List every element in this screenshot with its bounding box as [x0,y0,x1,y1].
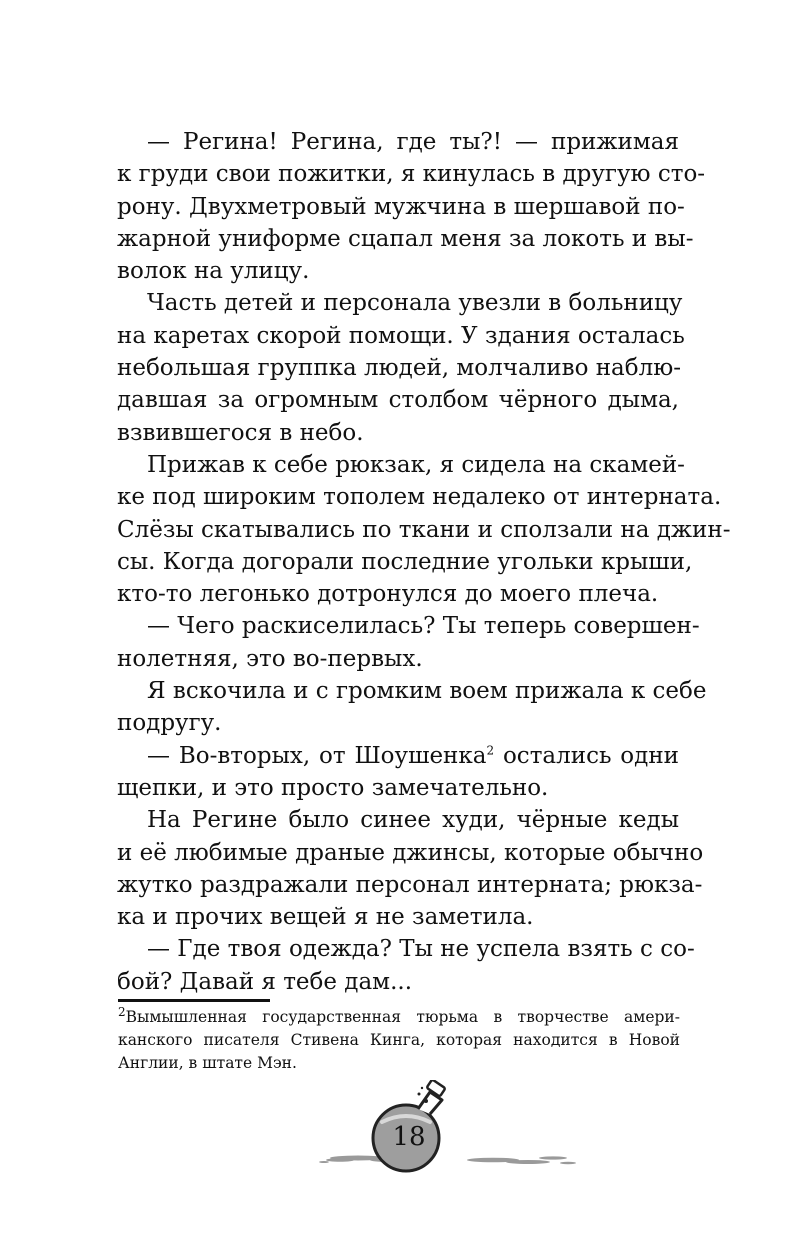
text-line: рону. Двухметровый мужчина в шершавой по- [117,193,685,220]
text-line: небольшая группка людей, молчаливо наблю- [117,355,682,382]
text-line: Я вскочила и с громким воем прижала к себе [147,678,707,705]
text-line: На Регине было синее худи, чёрные кеды [147,807,679,834]
text-line: жарной униформе сцапал меня за локоть и вы- [117,225,694,252]
footnote-marker: 2 [118,1004,126,1019]
footnote-divider [118,999,270,1002]
text-line: подругу. [117,710,222,737]
paragraph [117,675,707,740]
paragraph [117,804,704,933]
text-line: — Чего раскиселилась? Ты теперь совершен- [147,613,700,640]
page-number: 18 [392,1122,426,1152]
text-line: к груди свои пожитки, я кинулась в другую сто- [117,161,706,188]
text-line: — Регина! Регина, где ты?! — прижимая [147,129,679,155]
text-line: Слёзы скатывались по ткани и сползали на джин- [117,516,731,543]
text-line [147,740,679,772]
main-text [117,126,731,998]
flask-emblem [318,1080,578,1180]
text-line: бой? Давай я тебе дам... [117,968,413,995]
text-line: на каретах скорой помощи. У здания осталась [117,322,685,349]
footnote-reference: 2 [486,742,495,757]
text-line: ка и прочих вещей я не заметила. [117,904,534,931]
paragraph [117,449,731,610]
footnote-line: канского писателя Стивена Кинга, которая находится в Новой [118,1031,680,1049]
footnote-line [118,1006,680,1029]
text-line: Часть детей и персонала увезли в больницу [147,290,683,317]
text-line: взвившегося в небо. [117,419,364,446]
text-line: нолетняя, это во-первых. [117,645,423,672]
text-line: Прижав к себе рюкзак, я сидела на скамей- [147,451,685,478]
paragraph [117,126,706,287]
ground-smudge-icon [319,1156,576,1165]
paragraph [117,610,700,675]
text-line: волок на улицу. [117,258,310,285]
text-line: — Где твоя одежда? Ты не успела взять с со- [147,936,695,963]
text-line: жутко раздражали персонал интерната; рюкза- [117,871,703,898]
paragraph [117,740,679,805]
footnote-text: Вымышленная государственная тюрьма в творчестве амери- [125,1008,680,1026]
text-line: давшая за огромным столбом чёрного дыма, [117,387,679,414]
text-fragment: остались одни [494,742,679,769]
text-line: кто-то легонько дотронулся до моего плеча. [117,581,659,608]
paragraph [117,933,695,998]
text-line: и её любимые драные джинсы, которые обычно [117,839,704,866]
text-line: сы. Когда догорали последние угольки крыши, [117,548,693,575]
footnote [118,1006,680,1075]
text-line: ке под широким тополем недалеко от интерната. [117,484,722,511]
paragraph [117,287,685,448]
footnote-line: Англии, в штате Мэн. [118,1054,297,1072]
text-line: щепки, и это просто замечательно. [117,774,549,801]
text-fragment: — Во-вторых, от Шоушенка [147,742,487,769]
